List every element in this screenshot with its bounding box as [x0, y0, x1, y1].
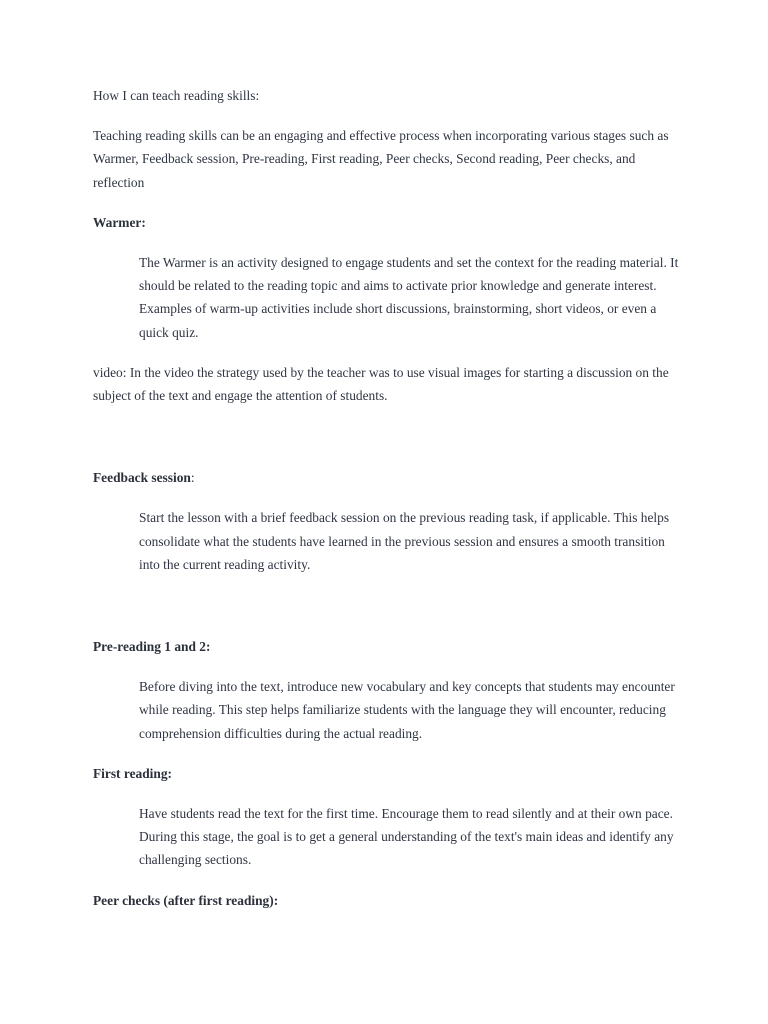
video-note: video: In the video the strategy used by the teacher was to use visual images for starting a discussion on the subject of the text and engage the attention of students. [93, 364, 669, 404]
document-page [93, 84, 683, 929]
section-heading-pre-reading [93, 635, 683, 658]
document-title: How I can teach reading skills: [93, 88, 260, 103]
section-body-warmer: The Warmer is an activity designed to engage students and set the context for the reading material. It should be related to the reading topic and aims to activate prior knowledge and generate interest. Examples of warm-up activities include short discussions, brainstorming, short videos, or even a quick quiz. [139, 255, 679, 340]
section-heading-warmer [93, 211, 683, 234]
section-body-feedback: Start the lesson with a brief feedback session on the previous reading task, if applicable. This helps consolidate what the students have learned in the previous session and ensures a smooth transition into the current reading activity. [139, 510, 670, 572]
intro-paragraph: Teaching reading skills can be an engaging and effective process when incorporating various stages such as Warmer, Feedback session, Pre-reading, First reading, Peer checks, Second reading, Peer checks, and reflection [93, 128, 669, 190]
heading-text: Peer checks (after first reading): [93, 892, 279, 908]
section-body-first-reading: Have students read the text for the first time. Encourage them to read silently and at their own pace. During this stage, the goal is to get a general understanding of the text's main ideas and identify any challenging sections. [139, 806, 674, 868]
heading-text: Pre-reading 1 and 2: [93, 639, 211, 655]
heading-text: Warmer: [93, 214, 146, 230]
heading-text: First reading: [93, 765, 172, 781]
section-body-pre-reading: Before diving into the text, introduce new vocabulary and key concepts that students may encounter while reading. This step helps familiarize students with the language they will encounter, reducing comprehension difficulties during the actual reading. [139, 679, 675, 741]
heading-suffix: : [190, 470, 195, 486]
heading-text: Feedback session [93, 470, 191, 486]
section-heading-feedback [93, 466, 683, 489]
section-heading-first-reading [93, 762, 683, 785]
section-heading-peer-checks [93, 889, 683, 912]
